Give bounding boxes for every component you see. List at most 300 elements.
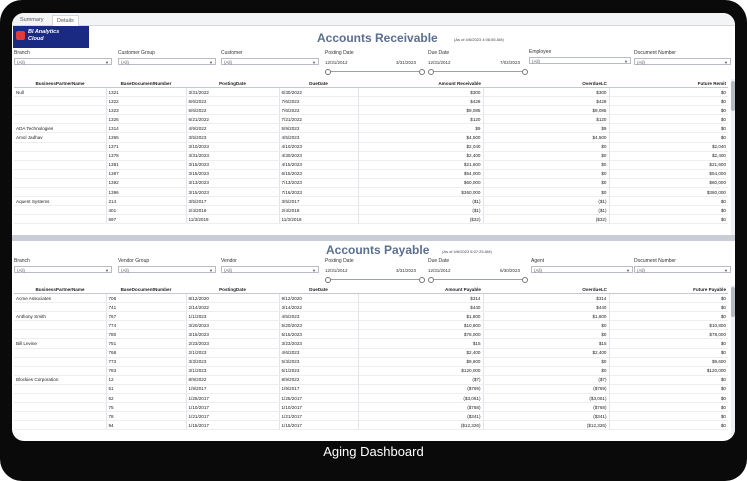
table-cell: $0 [483, 188, 609, 197]
table-cell: ($768) [358, 403, 483, 412]
table-row[interactable] [14, 151, 728, 160]
table-cell: 1/21/2017 [279, 412, 358, 421]
table-cell: 2/14/2022 [186, 303, 279, 312]
ar-doc-select[interactable]: (All) ▼ [634, 58, 731, 65]
column-header[interactable]: BaseDocumentNumber [106, 285, 186, 294]
table-cell: ($1) [358, 206, 483, 215]
table-row[interactable] [14, 412, 728, 421]
table-cell: 1322 [106, 97, 186, 106]
table-cell: ($1) [483, 197, 609, 206]
chevron-down-icon: ▼ [209, 268, 213, 273]
table-cell: ADA Technologies [14, 124, 106, 133]
table-row[interactable] [14, 215, 728, 224]
table-cell: 7/16/2023 [279, 188, 358, 197]
table-cell: $60,000 [609, 178, 728, 187]
table-cell: 1314 [106, 124, 186, 133]
table-cell: $440 [358, 303, 483, 312]
table-cell: $0 [609, 412, 728, 421]
table-cell [14, 188, 106, 197]
table-cell: $300 [483, 88, 609, 97]
table-cell: $314 [358, 294, 483, 303]
ap-due-to: 6/30/2023 [500, 268, 521, 273]
slider-handle[interactable] [325, 277, 331, 283]
ar-as-of: (As of 4/6/2023 4:06:55 AM) [454, 37, 504, 42]
table-cell: 1378 [106, 151, 186, 160]
chevron-down-icon: ▼ [312, 268, 316, 273]
table-cell: 1365 [106, 133, 186, 142]
table-cell: 3/5/2023 [186, 133, 279, 142]
table-cell: $0 [609, 421, 728, 430]
table-cell: $9,600 [358, 357, 483, 366]
table-cell [14, 215, 106, 224]
table-cell: $0 [609, 303, 728, 312]
table-cell: $120,000 [358, 366, 483, 375]
table-cell: $2,040 [609, 142, 728, 151]
table-cell [14, 421, 106, 430]
table-cell: 8/12/2020 [186, 294, 279, 303]
slider-handle[interactable] [428, 277, 434, 283]
ap-due-from: 12/31/2012 [428, 268, 451, 273]
column-header[interactable]: BaseDocumentNumber [106, 79, 186, 88]
chevron-down-icon: ▼ [724, 60, 728, 65]
ar-due-slider[interactable] [430, 71, 525, 72]
chevron-down-icon: ▼ [209, 60, 213, 65]
table-cell: 11/3/2018 [186, 215, 279, 224]
table-cell: 62 [106, 394, 186, 403]
table-cell: $300 [358, 88, 483, 97]
table-row[interactable] [14, 394, 728, 403]
column-header[interactable]: Amount Receivable [358, 79, 483, 88]
table-cell: 7/21/2022 [279, 115, 358, 124]
table-cell: 741 [106, 303, 186, 312]
table-cell [14, 412, 106, 421]
table-cell: 1326 [106, 115, 186, 124]
table-cell: $0 [609, 339, 728, 348]
table-cell: 6/6/2022 [186, 97, 279, 106]
table-cell [14, 348, 106, 357]
column-header[interactable]: Amount Payable [358, 285, 483, 294]
table-cell: $428 [358, 97, 483, 106]
table-cell: 5/3/2023 [279, 357, 358, 366]
table-cell: $0 [609, 375, 728, 384]
table-cell [14, 206, 106, 215]
table-cell: 1387 [106, 169, 186, 178]
table-cell [14, 303, 106, 312]
ar-scrollbar[interactable] [731, 79, 735, 235]
table-cell: 1371 [106, 142, 186, 151]
table-cell: ($7) [483, 375, 609, 384]
dashboard-caption: Aging Dashboard [323, 444, 424, 459]
chevron-down-icon: ▼ [724, 268, 728, 273]
table-row[interactable] [14, 330, 728, 339]
logo-line-2: Cloud [28, 36, 44, 42]
table-cell [14, 403, 106, 412]
table-row[interactable] [14, 106, 728, 115]
table-cell: 1/1/2023 [186, 312, 279, 321]
ar-posting-label: Posting Date [325, 50, 354, 56]
column-header[interactable]: BusinessPartnerName [14, 79, 106, 88]
ar-agent-label: Employee [529, 49, 552, 55]
table-cell: $120 [358, 115, 483, 124]
table-cell: $0 [483, 321, 609, 330]
ap-agent-label: Agent [531, 258, 545, 264]
table-cell: 6/15/2023 [279, 169, 358, 178]
table-row[interactable] [14, 115, 728, 124]
table-cell: $9,085 [358, 106, 483, 115]
ar-doc-label: Document Number [634, 50, 676, 56]
table-cell: ($341) [358, 412, 483, 421]
ap-party-select[interactable]: (All) ▼ [221, 266, 319, 273]
table-cell: Anthony Smith [14, 312, 106, 321]
table-cell: 3/15/2023 [186, 330, 279, 339]
ap-due-label: Due Date [428, 258, 450, 264]
tab-summary[interactable]: Summary [20, 17, 44, 23]
table-row[interactable] [14, 384, 728, 393]
table-cell: 3/15/2023 [186, 169, 279, 178]
table-row[interactable] [14, 303, 728, 312]
table-cell: 1396 [106, 188, 186, 197]
table-cell: 6/30/2022 [279, 88, 358, 97]
table-cell: 1/15/2017 [279, 421, 358, 430]
table-cell: 4/6/2023 [279, 348, 358, 357]
table-cell: $120,000 [609, 366, 728, 375]
column-header[interactable]: Future Remit [609, 79, 728, 88]
ap-branch-label: Branch [14, 258, 30, 264]
slider-handle[interactable] [325, 69, 331, 75]
ar-group-select[interactable]: (All) ▼ [118, 58, 216, 65]
table-cell: 751 [106, 339, 186, 348]
scrollbar-thumb[interactable] [731, 287, 735, 317]
column-header[interactable]: OverdueLC [483, 285, 609, 294]
table-row[interactable] [14, 169, 728, 178]
ap-agent-select[interactable]: (All) ▼ [531, 266, 633, 273]
table-row[interactable] [14, 421, 728, 430]
table-cell: 4/30/2023 [279, 151, 358, 160]
table-cell: 1321 [106, 88, 186, 97]
table-cell: 94 [106, 421, 186, 430]
table-row[interactable] [14, 312, 728, 321]
table-cell [14, 115, 106, 124]
table-cell [14, 366, 106, 375]
table-header-row [14, 285, 728, 294]
column-header[interactable]: PostingDate [186, 79, 279, 88]
table-cell: 1/10/2017 [279, 403, 358, 412]
table-cell: $360,000 [609, 188, 728, 197]
table-cell: $0 [609, 312, 728, 321]
table-cell: 11/3/2018 [279, 215, 358, 224]
ap-doc-select[interactable]: (All) ▼ [634, 266, 731, 273]
column-header[interactable]: DueDate [279, 285, 358, 294]
table-cell: 1381 [106, 160, 186, 169]
ap-due-slider[interactable] [430, 279, 525, 280]
table-cell: 5/9/2022 [279, 124, 358, 133]
table-row[interactable] [14, 366, 728, 375]
column-header[interactable]: PostingDate [186, 285, 279, 294]
table-row[interactable] [14, 88, 728, 97]
table-cell: 8/9/2022 [186, 375, 279, 384]
table-cell: $9,085 [483, 106, 609, 115]
table-row[interactable] [14, 206, 728, 215]
table-cell: 706 [106, 294, 186, 303]
ar-table [14, 79, 728, 224]
table-cell: $0 [609, 294, 728, 303]
table-row[interactable] [14, 321, 728, 330]
table-cell: $9 [358, 124, 483, 133]
table-cell: 3/13/2023 [186, 178, 279, 187]
table-cell: $15 [358, 339, 483, 348]
table-cell [14, 97, 106, 106]
table-cell: $0 [483, 357, 609, 366]
table-cell [14, 357, 106, 366]
ap-branch-select[interactable]: (All) ▼ [14, 266, 112, 273]
ap-doc-label: Document Number [634, 258, 676, 264]
table-row[interactable] [14, 160, 728, 169]
table-cell: 1323 [106, 106, 186, 115]
ar-posting-to: 3/31/2023 [396, 60, 417, 65]
table-cell: 774 [106, 321, 186, 330]
table-row[interactable] [14, 178, 728, 187]
ar-section [12, 13, 735, 235]
table-cell: 3/20/2023 [186, 321, 279, 330]
table-cell: 4/15/2023 [279, 160, 358, 169]
ar-group-label: Customer Group [118, 50, 155, 56]
column-header[interactable]: OverdueLC [483, 79, 609, 88]
ap-group-label: Vendor Group [118, 258, 150, 264]
table-cell: $15 [483, 339, 609, 348]
table-row[interactable] [14, 142, 728, 151]
table-cell: 1/15/2017 [186, 421, 279, 430]
table-cell: $54,000 [609, 169, 728, 178]
ar-party-select[interactable]: (All) ▼ [221, 58, 319, 65]
ar-due-from: 12/31/2012 [428, 60, 451, 65]
table-cell: Null [14, 88, 106, 97]
scrollbar-thumb[interactable] [731, 81, 735, 111]
table-cell [14, 321, 106, 330]
tab-details[interactable]: Details [52, 15, 79, 26]
ar-party-label: Customer [221, 50, 243, 56]
chevron-down-icon: ▼ [312, 60, 316, 65]
table-cell: 8/9/2022 [279, 375, 358, 384]
table-cell: 1/21/2017 [186, 412, 279, 421]
table-row[interactable] [14, 403, 728, 412]
table-cell: $0 [483, 142, 609, 151]
table-cell: ($1) [483, 206, 609, 215]
table-cell: $0 [609, 348, 728, 357]
ar-posting-from: 12/31/2012 [325, 60, 348, 65]
table-cell: $0 [483, 160, 609, 169]
table-cell: $0 [483, 178, 609, 187]
chevron-down-icon: ▼ [624, 59, 628, 64]
table-cell: 3/15/2023 [186, 160, 279, 169]
column-header[interactable]: BusinessPartnerName [14, 285, 106, 294]
table-cell: 7/6/2022 [279, 97, 358, 106]
table-cell: 5/15/2023 [279, 330, 358, 339]
table-header-row [14, 79, 728, 88]
table-cell: $0 [609, 215, 728, 224]
table-cell: $0 [609, 206, 728, 215]
slider-handle[interactable] [419, 69, 425, 75]
table-cell: $0 [609, 97, 728, 106]
ar-posting-slider[interactable] [327, 71, 422, 72]
chevron-down-icon: ▼ [105, 268, 109, 273]
ap-group-select[interactable]: (All) ▼ [118, 266, 216, 273]
logo-line-1: BI Analytics [28, 29, 60, 35]
table-cell: $2,400 [483, 348, 609, 357]
table-cell: 597 [106, 215, 186, 224]
table-cell: 2/4/2018 [186, 206, 279, 215]
table-cell: $2,400 [358, 151, 483, 160]
table-cell: 783 [106, 366, 186, 375]
table-cell: $21,600 [358, 160, 483, 169]
table-cell: 4/9/2022 [186, 124, 279, 133]
table-cell: 2/1/2023 [186, 348, 279, 357]
table-cell: 1/9/2017 [186, 384, 279, 393]
slider-handle[interactable] [522, 277, 528, 283]
table-cell: $0 [483, 169, 609, 178]
ar-branch-label: Branch [14, 50, 30, 56]
table-cell: 3/15/2023 [186, 188, 279, 197]
ap-posting-label: Posting Date [325, 258, 354, 264]
slider-handle[interactable] [419, 277, 425, 283]
ar-agent-select[interactable]: (All) ▼ [529, 57, 631, 64]
table-cell: 1392 [106, 178, 186, 187]
ap-title: Accounts Payable [326, 243, 430, 257]
table-row[interactable] [14, 188, 728, 197]
table-cell: 3/23/2023 [279, 339, 358, 348]
table-cell: 3/1/2023 [186, 366, 279, 375]
table-cell [14, 106, 106, 115]
table-cell: $314 [483, 294, 609, 303]
table-cell: $21,600 [609, 160, 728, 169]
table-cell: $0 [483, 151, 609, 160]
table-cell: ($3,061) [483, 394, 609, 403]
table-cell: $0 [609, 106, 728, 115]
table-cell: ($769) [483, 384, 609, 393]
table-cell: 1/10/2017 [186, 403, 279, 412]
ap-party-label: Vendor [221, 258, 237, 264]
chevron-down-icon: ▼ [626, 268, 630, 273]
table-cell: 3/10/2023 [186, 142, 279, 151]
table-cell: $120 [483, 115, 609, 124]
table-cell: 773 [106, 357, 186, 366]
table-cell: 780 [106, 330, 186, 339]
table-cell: $0 [609, 115, 728, 124]
table-cell: $0 [609, 403, 728, 412]
table-cell: $0 [483, 330, 609, 339]
ap-posting-from: 12/31/2012 [325, 268, 348, 273]
table-cell: 75 [106, 403, 186, 412]
table-row[interactable] [14, 124, 728, 133]
table-cell: Blockies Corporation [14, 375, 106, 384]
table-cell: ($32) [483, 215, 609, 224]
ap-table [14, 285, 728, 430]
table-cell: Amol Jadhav [14, 133, 106, 142]
chevron-down-icon: ▼ [105, 60, 109, 65]
table-cell: 3/5/2017 [279, 197, 358, 206]
dashboard-screen [12, 13, 735, 441]
slider-handle[interactable] [522, 69, 528, 75]
table-cell: 4/5/2023 [279, 133, 358, 142]
slider-handle[interactable] [428, 69, 434, 75]
table-cell: $0 [609, 394, 728, 403]
table-cell: 3/5/2017 [186, 197, 279, 206]
table-cell: ($12,326) [483, 421, 609, 430]
table-cell: $78,000 [358, 330, 483, 339]
ap-scrollbar[interactable] [731, 285, 735, 441]
table-cell: $2,040 [358, 142, 483, 151]
table-row[interactable] [14, 375, 728, 384]
ar-title: Accounts Receivable [317, 31, 438, 45]
table-row[interactable] [14, 339, 728, 348]
table-cell: ($7) [358, 375, 483, 384]
table-cell: 6/6/2022 [186, 106, 279, 115]
table-cell: $4,500 [358, 133, 483, 142]
table-cell: $0 [609, 88, 728, 97]
table-cell: 3/3/2023 [186, 357, 279, 366]
table-row[interactable] [14, 357, 728, 366]
table-row[interactable] [14, 133, 728, 142]
table-cell: $0 [483, 366, 609, 375]
table-cell: 2/4/2018 [279, 206, 358, 215]
table-cell: $0 [609, 197, 728, 206]
ap-posting-slider[interactable] [327, 279, 422, 280]
table-cell: 1/25/2017 [279, 394, 358, 403]
table-cell [14, 384, 106, 393]
table-row[interactable] [14, 294, 728, 303]
ap-as-of: (As of 4/6/2023 6:07:25 AM) [442, 249, 492, 254]
table-cell: ($32) [358, 215, 483, 224]
table-cell: $1,800 [358, 312, 483, 321]
table-cell: 4/10/2023 [279, 142, 358, 151]
table-cell: ($768) [483, 403, 609, 412]
ap-posting-to: 3/31/2023 [396, 268, 417, 273]
table-cell: Aquent Systems [14, 197, 106, 206]
table-cell: 401 [106, 206, 186, 215]
table-cell [14, 160, 106, 169]
table-cell: 51 [106, 384, 186, 393]
table-row[interactable] [14, 197, 728, 206]
table-cell: 214 [106, 197, 186, 206]
table-cell: $9 [483, 124, 609, 133]
ar-branch-select[interactable]: (All) ▼ [14, 58, 112, 65]
table-cell: $60,000 [358, 178, 483, 187]
table-cell: ($341) [483, 412, 609, 421]
table-cell: 78 [106, 412, 186, 421]
table-row[interactable] [14, 97, 728, 106]
ar-due-label: Due Date [428, 50, 450, 56]
table-row[interactable] [14, 348, 728, 357]
table-cell [14, 151, 106, 160]
table-cell: $10,800 [609, 321, 728, 330]
table-cell: ($3,061) [358, 394, 483, 403]
table-cell: 3/31/2023 [186, 151, 279, 160]
table-cell: $1,800 [483, 312, 609, 321]
table-cell: 1/9/2017 [279, 384, 358, 393]
column-header[interactable]: DueDate [279, 79, 358, 88]
table-cell: 2/23/2023 [186, 339, 279, 348]
table-cell: 4/5/2023 [279, 312, 358, 321]
table-cell: ($12,326) [358, 421, 483, 430]
table-cell: $4,500 [483, 133, 609, 142]
table-cell: ($1) [358, 197, 483, 206]
table-cell: $10,800 [358, 321, 483, 330]
table-cell: $440 [483, 303, 609, 312]
table-cell: 3/31/2022 [186, 88, 279, 97]
column-header[interactable]: Future Payable [609, 285, 728, 294]
table-cell: $0 [609, 384, 728, 393]
table-cell: $428 [483, 97, 609, 106]
table-cell: $78,000 [609, 330, 728, 339]
